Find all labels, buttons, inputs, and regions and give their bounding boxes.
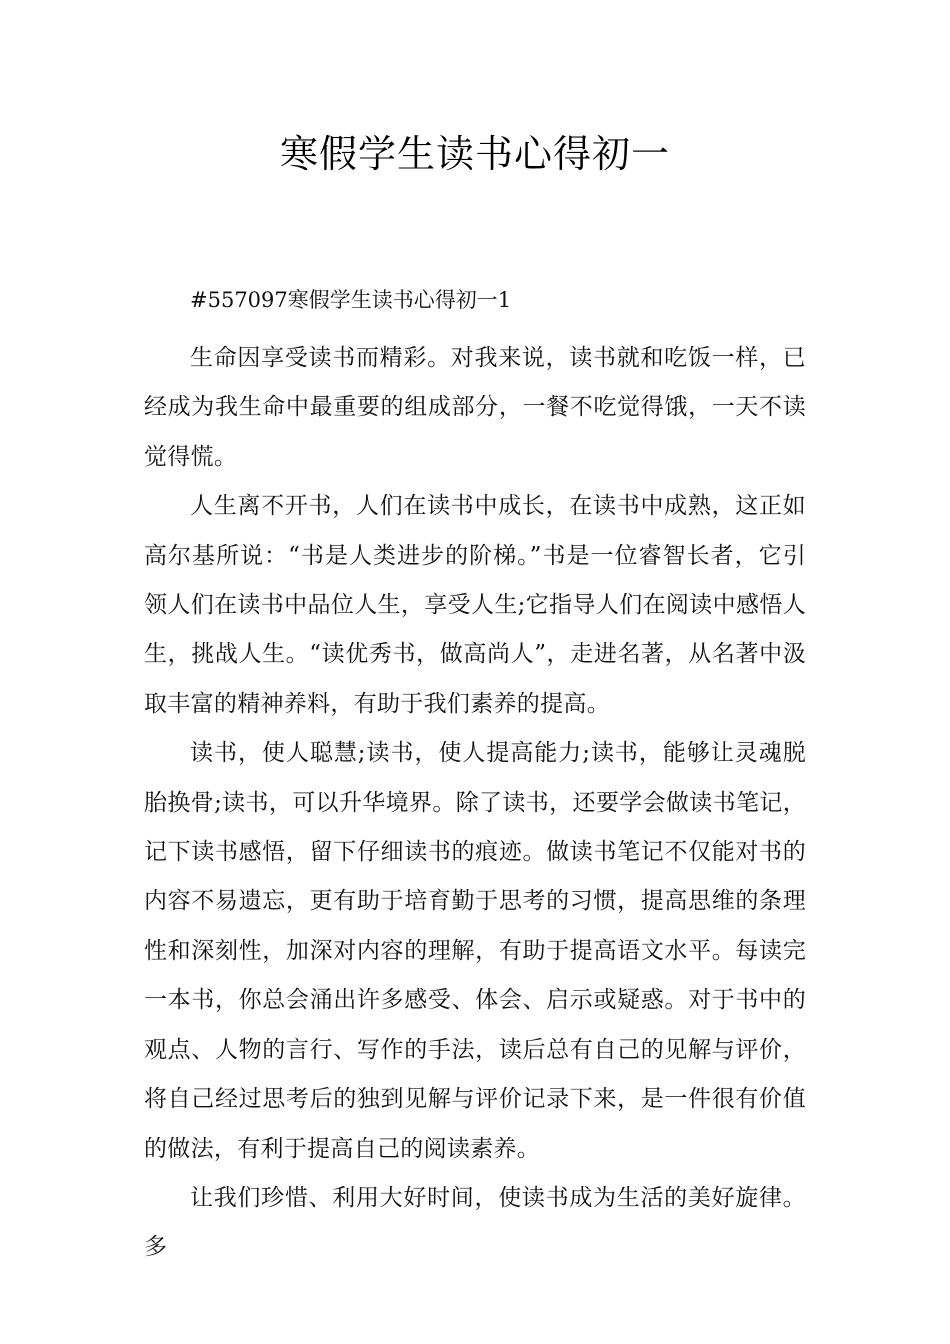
paragraph-1: 生命因享受读书而精彩。对我来说，读书就和吃饭一样，已经成为我生命中最重要的组成部分，一餐不吃觉得饿，一天不读觉得慌。	[144, 345, 806, 470]
document-subtitle: #557097寒假学生读书心得初一1	[190, 288, 512, 312]
paragraph-3: 读书，使人聪慧;读书，使人提高能力;读书，能够让灵魂脱胎换骨;读书，可以升华境界。除了读书，还要学会做读书笔记，记下读书感悟，留下仔细读书的痕迹。做读书笔记不仅能对书的内容不易遗忘，更有助于培育勤于思考的习惯，提高思维的条理性和深刻性，加深对内容的理解，有助于提高语文水平。每读完一本书，你总会涌出许多感受、体会、启示或疑惑。对于书中的观点、人物的言行、写作的手法，读后总有自己的见解与评价，将自己经过思考后的独到见解与评价记录下来，是一件很有价值的做法，有利于提高自己的阅读素养。	[144, 740, 806, 1162]
document-body	[144, 334, 806, 1273]
paragraph-2: 人生离不开书，人们在读书中成长，在读书中成熟，这正如高尔基所说：“书是人类进步的阶梯。”书是一位睿智长者，它引领人们在读书中品位人生，享受人生;它指导人们在阅读中感悟人生，挑战人生。“读优秀书，做高尚人”，走进名著，从名著中汲取丰富的精神养料，有助于我们素养的提高。	[144, 493, 806, 717]
paragraph-4: 让我们珍惜、利用大好时间，使读书成为生活的美好旋律。多	[144, 1184, 806, 1261]
document-title: 寒假学生读书心得初一	[279, 132, 670, 176]
